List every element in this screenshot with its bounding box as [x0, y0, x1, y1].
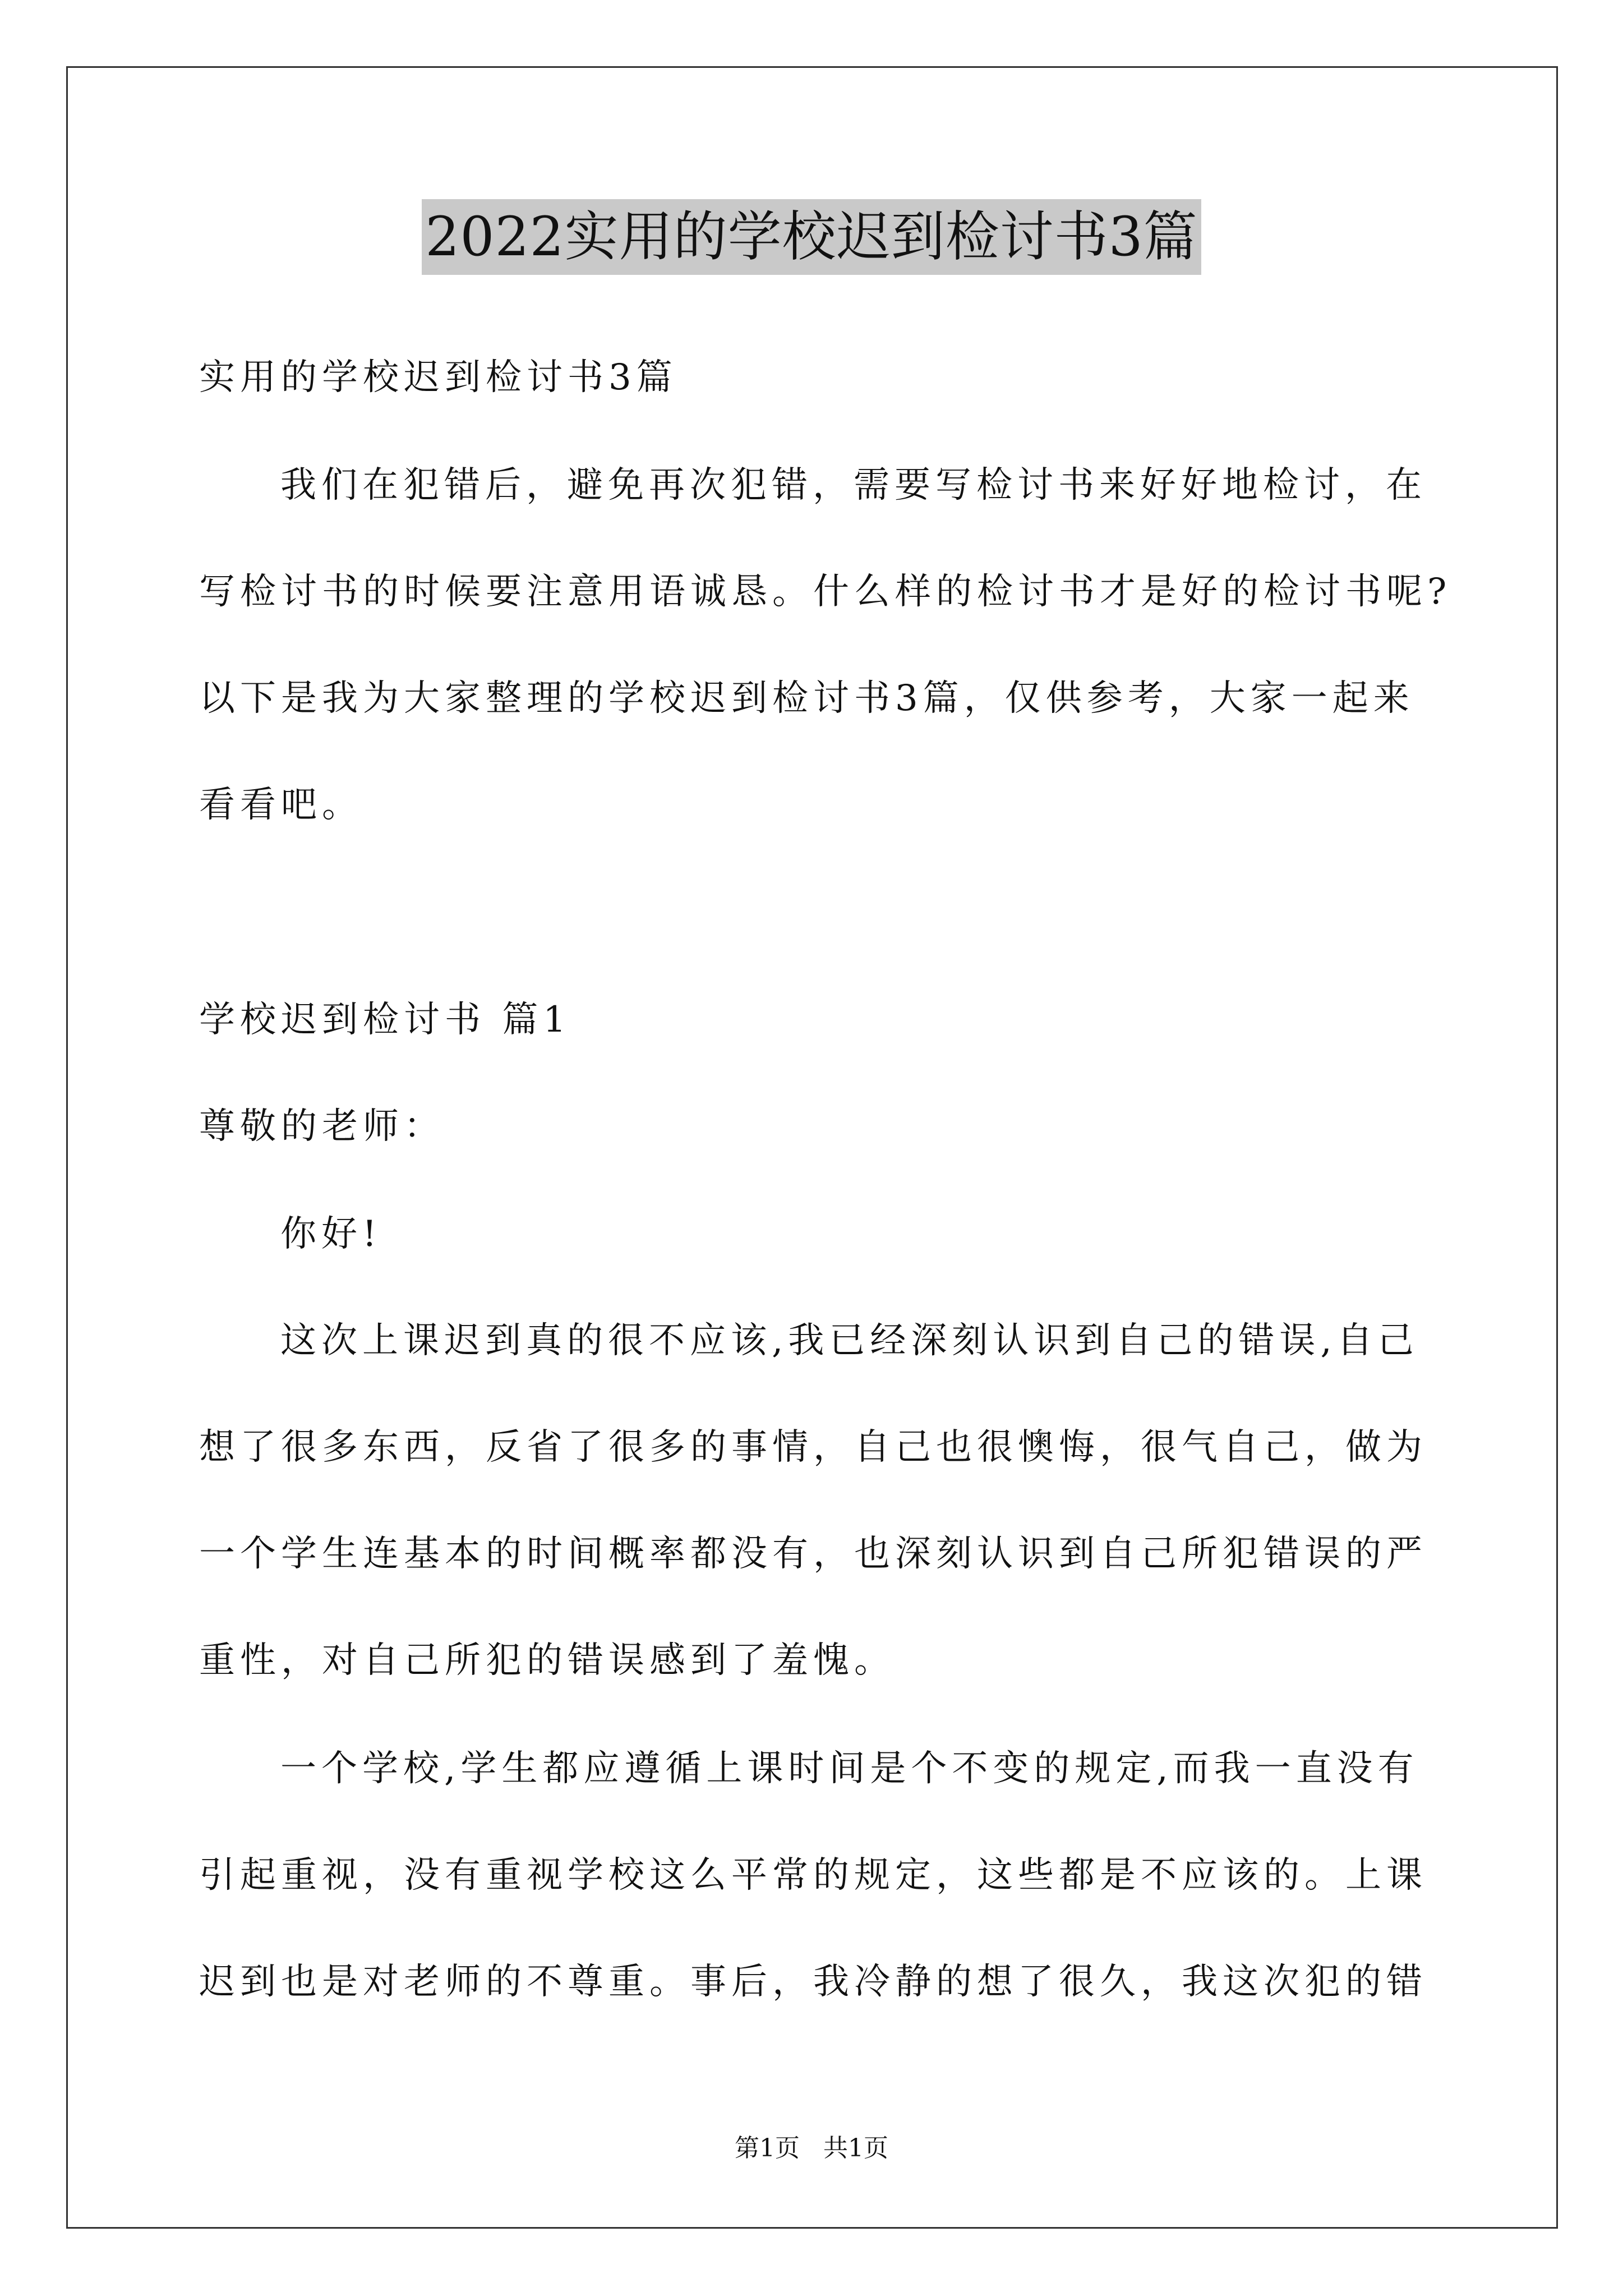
paragraph-line: 这次上课迟到真的很不应该,我已经深刻认识到自己的错误,自己 — [280, 1320, 1419, 1361]
salutation: 尊敬的老师： — [199, 1106, 445, 1147]
intro-line: 写检讨书的时候要注意用语诚恳。什么样的检讨书才是好的检讨书呢? — [199, 571, 1452, 613]
paragraph-line: 引起重视，没有重视学校这么平常的规定，这些都是不应该的。上课 — [199, 1855, 1427, 1896]
intro-line: 我们在犯错后，避免再次犯错，需要写检讨书来好好地检讨，在 — [280, 464, 1427, 506]
intro-line: 以下是我为大家整理的学校迟到检讨书3篇，仅供参考，大家一起来 — [199, 678, 1414, 719]
document-title: 2022实用的学校迟到检讨书3篇 — [422, 199, 1201, 275]
paragraph-line: 重性，对自己所犯的错误感到了羞愧。 — [199, 1640, 895, 1681]
greeting: 你好! — [280, 1213, 382, 1255]
paragraph-line: 迟到也是对老师的不尊重。事后，我冷静的想了很久，我这次犯的错 — [199, 1961, 1427, 2003]
document-subtitle: 实用的学校迟到检讨书3篇 — [199, 357, 677, 398]
section-heading: 学校迟到检讨书 篇1 — [199, 999, 571, 1041]
paragraph-line: 想了很多东西，反省了很多的事情，自己也很懊悔，很气自己，做为 — [199, 1427, 1427, 1468]
paragraph-line: 一个学生连基本的时间概率都没有，也深刻认识到自己所犯错误的严 — [199, 1533, 1427, 1575]
page-footer: 第1页 共1页 — [735, 2134, 888, 2162]
paragraph-line: 一个学校,学生都应遵循上课时间是个不变的规定,而我一直没有 — [280, 1748, 1419, 1789]
intro-line: 看看吧。 — [199, 784, 363, 826]
title-container — [0, 199, 1623, 275]
